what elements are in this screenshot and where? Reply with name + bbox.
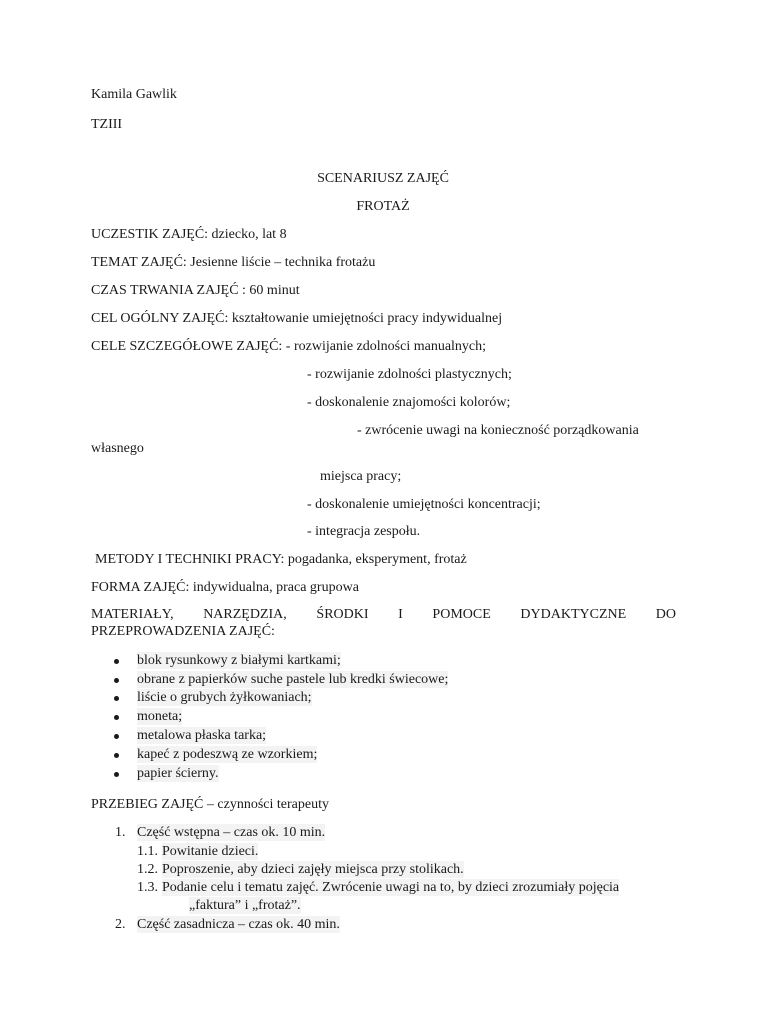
author-name: Kamila Gawlik bbox=[91, 87, 177, 102]
page-subtitle: FROTAŻ bbox=[356, 199, 410, 214]
materials-heading-word: POMOCE bbox=[432, 607, 491, 622]
list-item: liście o grubych żyłkowaniach; bbox=[137, 690, 312, 705]
step-text: Część zasadnicza – czas ok. 40 min. bbox=[137, 917, 340, 932]
materials-heading-word: NARZĘDZIA, bbox=[203, 607, 287, 622]
specific-goal-item: - rozwijanie zdolności plastycznych; bbox=[307, 367, 512, 382]
bullet-icon bbox=[114, 753, 119, 758]
specific-goals-label: CELE SZCZEGÓŁOWE ZAJĘĆ: - rozwijanie zdolności manualnych; bbox=[91, 339, 487, 354]
general-goal-field: CEL OGÓLNY ZAJĘĆ: kształtowanie umiejętności pracy indywidualnej bbox=[91, 311, 503, 326]
step-text-wrap: „faktura” i „frotaż”. bbox=[189, 898, 301, 913]
participant-field: UCZESTIK ZAJĘĆ: dziecko, lat 8 bbox=[91, 227, 287, 242]
bullet-icon bbox=[114, 678, 119, 683]
bullet-icon bbox=[114, 715, 119, 720]
procedure-heading: PRZEBIEG ZAJĘĆ – czynności terapeuty bbox=[91, 797, 329, 812]
specific-goal-item-wrap: własnego bbox=[91, 441, 144, 456]
list-item: papier ścierny. bbox=[137, 766, 219, 781]
materials-heading bbox=[91, 606, 676, 623]
topic-field: TEMAT ZAJĘĆ: Jesienne liście – technika frotażu bbox=[91, 255, 376, 270]
materials-heading-word: ŚRODKI bbox=[316, 607, 369, 622]
materials-heading-word: DYDAKTYCZNE bbox=[520, 607, 627, 622]
list-item: obrane z papierków suche pastele lub kredki świecowe; bbox=[137, 672, 449, 687]
methods-field: METODY I TECHNIKI PRACY: pogadanka, eksperyment, frotaż bbox=[95, 552, 467, 567]
specific-goal-item: - zwrócenie uwagi na konieczność porządkowania bbox=[357, 423, 639, 438]
specific-goal-item: - integracja zespołu. bbox=[307, 524, 421, 539]
step-number: 1.1. bbox=[137, 844, 158, 859]
bullet-icon bbox=[114, 659, 119, 664]
step-number: 2. bbox=[115, 917, 126, 932]
materials-heading-word: I bbox=[398, 607, 403, 622]
specific-goal-item: - doskonalenie znajomości kolorów; bbox=[307, 395, 511, 410]
list-item: blok rysunkowy z białymi kartkami; bbox=[137, 653, 341, 668]
specific-goal-item-wrap: miejsca pracy; bbox=[320, 469, 402, 484]
materials-heading-cont: PRZEPROWADZENIA ZAJĘĆ: bbox=[91, 624, 275, 639]
list-item: metalowa płaska tarka; bbox=[137, 728, 267, 743]
materials-heading-word: MATERIAŁY, bbox=[91, 607, 174, 622]
bullet-icon bbox=[114, 772, 119, 777]
specific-goal-item: - doskonalenie umiejętności koncentracji; bbox=[307, 497, 541, 512]
step-text: Podanie celu i tematu zajęć. Zwrócenie uwagi na to, by dzieci zrozumiały pojęcia bbox=[162, 880, 620, 895]
step-number: 1.2. bbox=[137, 862, 158, 877]
bullet-icon bbox=[114, 696, 119, 701]
step-number: 1. bbox=[115, 825, 126, 840]
bullet-icon bbox=[114, 734, 119, 739]
list-item: moneta; bbox=[137, 709, 183, 724]
form-field: FORMA ZAJĘĆ: indywidualna, praca grupowa bbox=[91, 580, 359, 595]
list-item: kapeć z podeszwą ze wzorkiem; bbox=[137, 747, 318, 762]
duration-field: CZAS TRWANIA ZAJĘĆ : 60 minut bbox=[91, 283, 300, 298]
page-title: SCENARIUSZ ZAJĘĆ bbox=[317, 171, 449, 186]
group-code: TZIII bbox=[91, 117, 123, 132]
step-number: 1.3. bbox=[137, 880, 158, 895]
step-text: Część wstępna – czas ok. 10 min. bbox=[137, 825, 326, 840]
step-text: Powitanie dzieci. bbox=[162, 844, 259, 859]
step-text: Poproszenie, aby dzieci zajęły miejsca przy stolikach. bbox=[162, 862, 464, 877]
materials-heading-word: DO bbox=[655, 607, 676, 622]
